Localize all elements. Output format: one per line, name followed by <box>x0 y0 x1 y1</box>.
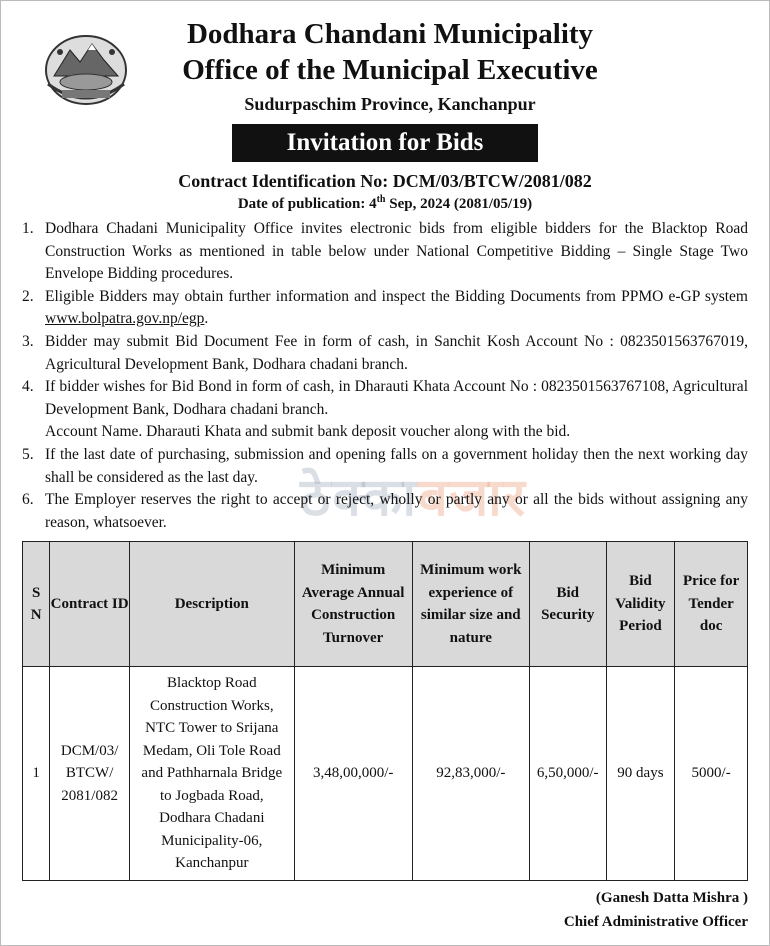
municipality-name: Dodhara Chandani Municipality <box>186 18 594 50</box>
cell-sn: 1 <box>23 667 50 881</box>
list-item: 1. Dodhara Chadani Municipality Office invites electronic bids from eligible bidders for the Blacktop Road Construction Works as mentioned in table below under National Competitive Bidding – Single Stage Two Envelope Bidding procedures. <box>22 220 748 283</box>
cell-validity: 90 days <box>606 667 675 881</box>
list-item: 6. The Employer reserves the right to accept or reject, wholly or partly any or all the bids without assigning any reason, whatsoever. <box>22 491 748 531</box>
table-header-row <box>23 542 748 667</box>
bolpatra-link[interactable]: www.bolpatra.gov.np/egp <box>45 310 205 328</box>
cell-experience: 92,83,000/- <box>412 667 529 881</box>
header-bid-security: Bid Security <box>529 542 606 667</box>
table-row <box>23 667 748 881</box>
signatory-name: (Ganesh Datta Mishra ) <box>595 890 748 906</box>
watermark: ठेक्काबजार <box>300 468 527 528</box>
cell-bid-security: 6,50,000/- <box>529 667 606 881</box>
list-item: 3. Bidder may submit Bid Document Fee in form of cash, in Sanchit Kosh Account No : 0823501563767019, Agricultural Development Bank, Dodhara chadani branch. <box>22 332 748 373</box>
header-validity: Bid Validity Period <box>606 542 675 667</box>
bids-table <box>22 541 748 881</box>
signatory-title: Chief Administrative Officer <box>563 914 748 930</box>
invitation-banner: Invitation for Bids <box>232 124 538 162</box>
header-sn: S N <box>23 542 50 667</box>
office-name: Office of the Municipal Executive <box>182 54 598 86</box>
header-contract-id: Contract ID <box>50 542 130 667</box>
list-item: 4. If bidder wishes for Bid Bond in form of cash, in Dharauti Khata Account No : 0823501563767108, Agricultural Development Bank, Dodhara chadani branch. Account Name. Dharauti Khata and submit bank deposit voucher along with the bid. <box>22 378 748 441</box>
cell-contract-id: DCM/03/ BTCW/ 2081/082 <box>50 667 130 881</box>
nepal-government-emblem-icon <box>40 28 132 108</box>
list-item: 5. If the last date of purchasing, submission and opening falls on a government holiday then the next working day shall be considered as the last day. <box>22 445 748 486</box>
header-experience: Minimum work experience of similar size and nature <box>412 542 529 667</box>
location: Sudurpaschim Province, Kanchanpur <box>244 94 536 114</box>
cell-price: 5000/- <box>675 667 748 881</box>
instructions-list <box>22 218 748 534</box>
list-item: 2. Eligible Bidders may obtain further information and inspect the Bidding Documents from PPMO e-GP system www.bolpatra.gov.np/egp. <box>22 287 748 328</box>
header-price: Price for Tender doc <box>675 542 748 667</box>
publication-date: Date of publication: 4th Sep, 2024 (2081/05/19) <box>237 194 533 212</box>
contract-identification: Contract Identification No: DCM/03/BTCW/2081/082 <box>178 171 592 191</box>
cell-description: Blacktop Road Construction Works, NTC Tower to Srijana Medam, Oli Tole Road and Pathharnala Bridge to Jogbada Road, Dodhara Chadani Municipality-06, Kanchanpur <box>130 667 295 881</box>
cell-turnover: 3,48,00,000/- <box>294 667 412 881</box>
header-turnover: Minimum Average Annual Construction Turnover <box>294 542 412 667</box>
header-description: Description <box>130 542 295 667</box>
